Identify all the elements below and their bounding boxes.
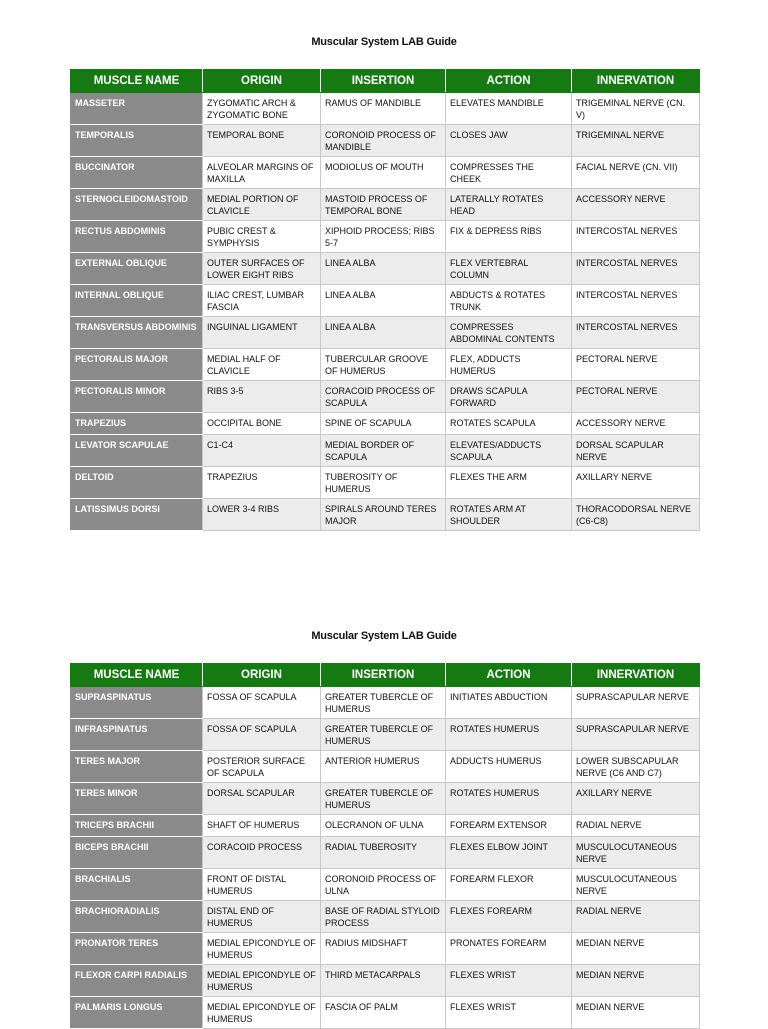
innervation-cell: INTERCOSTAL NERVES	[572, 221, 700, 253]
insertion-cell: CORONOID PROCESS OF ULNA	[321, 869, 446, 901]
innervation-cell: DORSAL SCAPULAR NERVE	[572, 435, 700, 467]
origin-cell: DISTAL END OF HUMERUS	[203, 901, 321, 933]
insertion-cell: LINEA ALBA	[321, 253, 446, 285]
table-row	[71, 869, 700, 901]
muscle-name-cell: PRONATOR TERES	[71, 933, 203, 965]
table-row	[71, 285, 700, 317]
insertion-cell: GREATER TUBERCLE OF HUMERUS	[321, 719, 446, 751]
innervation-cell: RADIAL NERVE	[572, 815, 700, 837]
table-row	[71, 837, 700, 869]
action-cell: DRAWS SCAPULA FORWARD	[446, 381, 572, 413]
table-row	[71, 751, 700, 783]
header-origin: ORIGIN	[203, 70, 321, 93]
insertion-cell: MEDIAL BORDER OF SCAPULA	[321, 435, 446, 467]
insertion-cell: OLECRANON OF ULNA	[321, 815, 446, 837]
muscle-name-cell: PALMARIS LONGUS	[71, 997, 203, 1029]
insertion-cell: TUBERCULAR GROOVE OF HUMERUS	[321, 349, 446, 381]
muscle-name-cell: MASSETER	[71, 93, 203, 125]
muscle-name-cell: LATISSIMUS DORSI	[71, 499, 203, 531]
table-row	[71, 349, 700, 381]
table-row	[71, 413, 700, 435]
innervation-cell: TRIGEMINAL NERVE	[572, 125, 700, 157]
innervation-cell: INTERCOSTAL NERVES	[572, 317, 700, 349]
innervation-cell: LOWER SUBSCAPULAR NERVE (C6 AND C7)	[572, 751, 700, 783]
innervation-cell: ACCESSORY NERVE	[572, 189, 700, 221]
table-row	[71, 221, 700, 253]
origin-cell: OUTER SURFACES OF LOWER EIGHT RIBS	[203, 253, 321, 285]
innervation-cell: MUSCULOCUTANEOUS NERVE	[572, 837, 700, 869]
action-cell: FOREARM FLEXOR	[446, 869, 572, 901]
action-cell: COMPRESSES THE CHEEK	[446, 157, 572, 189]
action-cell: FLEXES WRIST	[446, 997, 572, 1029]
origin-cell: CORACOID PROCESS	[203, 837, 321, 869]
muscle-table	[70, 69, 700, 531]
table-row	[71, 125, 700, 157]
action-cell: PRONATES FOREARM	[446, 933, 572, 965]
header-innervation: INNERVATION	[572, 70, 700, 93]
muscle-name-cell: DELTOID	[71, 467, 203, 499]
muscle-name-cell: BUCCINATOR	[71, 157, 203, 189]
table-row	[71, 687, 700, 719]
innervation-cell: INTERCOSTAL NERVES	[572, 253, 700, 285]
table-row	[71, 467, 700, 499]
page-title: Muscular System LAB Guide	[311, 36, 457, 48]
muscle-name-cell: SUPRASPINATUS	[71, 687, 203, 719]
origin-cell: PUBIC CREST & SYMPHYSIS	[203, 221, 321, 253]
origin-cell: RIBS 3-5	[203, 381, 321, 413]
insertion-cell: RAMUS OF MANDIBLE	[321, 93, 446, 125]
muscle-name-cell: INTERNAL OBLIQUE	[71, 285, 203, 317]
muscle-name-cell: TRAPEZIUS	[71, 413, 203, 435]
origin-cell: POSTERIOR SURFACE OF SCAPULA	[203, 751, 321, 783]
insertion-cell: SPINE OF SCAPULA	[321, 413, 446, 435]
origin-cell: LOWER 3-4 RIBS	[203, 499, 321, 531]
action-cell: ADDUCTS HUMERUS	[446, 751, 572, 783]
insertion-cell: BASE OF RADIAL STYLOID PROCESS	[321, 901, 446, 933]
innervation-cell: SUPRASCAPULAR NERVE	[572, 719, 700, 751]
insertion-cell: THIRD METACARPALS	[321, 965, 446, 997]
insertion-cell: RADIAL TUBEROSITY	[321, 837, 446, 869]
muscle-name-cell: EXTERNAL OBLIQUE	[71, 253, 203, 285]
table-row	[71, 253, 700, 285]
table-row	[71, 381, 700, 413]
header-insertion: INSERTION	[321, 70, 446, 93]
action-cell: ABDUCTS & ROTATES TRUNK	[446, 285, 572, 317]
origin-cell: FOSSA OF SCAPULA	[203, 719, 321, 751]
insertion-cell: ANTERIOR HUMERUS	[321, 751, 446, 783]
muscle-name-cell: BRACHIALIS	[71, 869, 203, 901]
table-row	[71, 901, 700, 933]
action-cell: ROTATES ARM AT SHOULDER	[446, 499, 572, 531]
insertion-cell: RADIUS MIDSHAFT	[321, 933, 446, 965]
innervation-cell: TRIGEMINAL NERVE (CN. V)	[572, 93, 700, 125]
action-cell: ROTATES SCAPULA	[446, 413, 572, 435]
insertion-cell: LINEA ALBA	[321, 285, 446, 317]
innervation-cell: AXILLARY NERVE	[572, 467, 700, 499]
action-cell: FOREARM EXTENSOR	[446, 815, 572, 837]
origin-cell: ALVEOLAR MARGINS OF MAXILLA	[203, 157, 321, 189]
insertion-cell: CORACOID PROCESS OF SCAPULA	[321, 381, 446, 413]
table-row	[71, 499, 700, 531]
origin-cell: OCCIPITAL BONE	[203, 413, 321, 435]
table-row	[71, 965, 700, 997]
origin-cell: DORSAL SCAPULAR	[203, 783, 321, 815]
action-cell: FLEXES WRIST	[446, 965, 572, 997]
origin-cell: FRONT OF DISTAL HUMERUS	[203, 869, 321, 901]
action-cell: FLEXES THE ARM	[446, 467, 572, 499]
header-insertion: INSERTION	[321, 664, 446, 687]
insertion-cell: CORONOID PROCESS OF MANDIBLE	[321, 125, 446, 157]
table-row	[71, 783, 700, 815]
muscle-name-cell: INFRASPINATUS	[71, 719, 203, 751]
header-origin: ORIGIN	[203, 664, 321, 687]
origin-cell: TRAPEZIUS	[203, 467, 321, 499]
action-cell: ELEVATES MANDIBLE	[446, 93, 572, 125]
action-cell: FLEX, ADDUCTS HUMERUS	[446, 349, 572, 381]
innervation-cell: MUSCULOCUTANEOUS NERVE	[572, 869, 700, 901]
action-cell: ELEVATES/ADDUCTS SCAPULA	[446, 435, 572, 467]
action-cell: COMPRESSES ABDOMINAL CONTENTS	[446, 317, 572, 349]
insertion-cell: TUBEROSITY OF HUMERUS	[321, 467, 446, 499]
innervation-cell: MEDIAN NERVE	[572, 933, 700, 965]
innervation-cell: THORACODORSAL NERVE (C6-C8)	[572, 499, 700, 531]
header-muscle-name: MUSCLE NAME	[71, 664, 203, 687]
insertion-cell: MASTOID PROCESS OF TEMPORAL BONE	[321, 189, 446, 221]
insertion-cell: FASCIA OF PALM	[321, 997, 446, 1029]
innervation-cell: AXILLARY NERVE	[572, 783, 700, 815]
action-cell: LATERALLY ROTATES HEAD	[446, 189, 572, 221]
header-muscle-name: MUSCLE NAME	[71, 70, 203, 93]
muscle-name-cell: TERES MINOR	[71, 783, 203, 815]
muscle-name-cell: RECTUS ABDOMINIS	[71, 221, 203, 253]
action-cell: FLEXES ELBOW JOINT	[446, 837, 572, 869]
muscle-name-cell: TERES MAJOR	[71, 751, 203, 783]
header-action: ACTION	[446, 70, 572, 93]
table-header-row	[71, 664, 700, 687]
action-cell: FLEX VERTEBRAL COLUMN	[446, 253, 572, 285]
muscle-name-cell: LEVATOR SCAPULAE	[71, 435, 203, 467]
table-row	[71, 317, 700, 349]
insertion-cell: XIPHOID PROCESS; RIBS 5-7	[321, 221, 446, 253]
muscle-table	[70, 663, 700, 1029]
origin-cell: SHAFT OF HUMERUS	[203, 815, 321, 837]
table-row	[71, 815, 700, 837]
action-cell: CLOSES JAW	[446, 125, 572, 157]
insertion-cell: GREATER TUBERCLE OF HUMERUS	[321, 783, 446, 815]
insertion-cell: SPIRALS AROUND TERES MAJOR	[321, 499, 446, 531]
origin-cell: MEDIAL EPICONDYLE OF HUMERUS	[203, 933, 321, 965]
header-action: ACTION	[446, 664, 572, 687]
muscle-name-cell: STERNOCLEIDOMASTOID	[71, 189, 203, 221]
innervation-cell: PECTORAL NERVE	[572, 349, 700, 381]
innervation-cell: ACCESSORY NERVE	[572, 413, 700, 435]
table-row	[71, 189, 700, 221]
insertion-cell: MODIOLUS OF MOUTH	[321, 157, 446, 189]
insertion-cell: GREATER TUBERCLE OF HUMERUS	[321, 687, 446, 719]
table-header-row	[71, 70, 700, 93]
origin-cell: C1-C4	[203, 435, 321, 467]
action-cell: FIX & DEPRESS RIBS	[446, 221, 572, 253]
muscle-name-cell: BRACHIORADIALIS	[71, 901, 203, 933]
action-cell: INITIATES ABDUCTION	[446, 687, 572, 719]
header-innervation: INNERVATION	[572, 664, 700, 687]
table-row	[71, 719, 700, 751]
muscle-name-cell: TRANSVERSUS ABDOMINIS	[71, 317, 203, 349]
innervation-cell: INTERCOSTAL NERVES	[572, 285, 700, 317]
table-row	[71, 93, 700, 125]
insertion-cell: LINEA ALBA	[321, 317, 446, 349]
action-cell: FLEXES FOREARM	[446, 901, 572, 933]
innervation-cell: PECTORAL NERVE	[572, 381, 700, 413]
origin-cell: ZYGOMATIC ARCH & ZYGOMATIC BONE	[203, 93, 321, 125]
muscle-name-cell: BICEPS BRACHII	[71, 837, 203, 869]
origin-cell: ILIAC CREST, LUMBAR FASCIA	[203, 285, 321, 317]
origin-cell: MEDIAL HALF OF CLAVICLE	[203, 349, 321, 381]
muscle-name-cell: TEMPORALIS	[71, 125, 203, 157]
page-title: Muscular System LAB Guide	[311, 630, 457, 642]
innervation-cell: MEDIAN NERVE	[572, 997, 700, 1029]
table-row	[71, 933, 700, 965]
action-cell: ROTATES HUMERUS	[446, 783, 572, 815]
innervation-cell: SUPRASCAPULAR NERVE	[572, 687, 700, 719]
origin-cell: TEMPORAL BONE	[203, 125, 321, 157]
innervation-cell: MEDIAN NERVE	[572, 965, 700, 997]
action-cell: ROTATES HUMERUS	[446, 719, 572, 751]
muscle-name-cell: FLEXOR CARPI RADIALIS	[71, 965, 203, 997]
muscle-name-cell: TRICEPS BRACHII	[71, 815, 203, 837]
origin-cell: FOSSA OF SCAPULA	[203, 687, 321, 719]
innervation-cell: RADIAL NERVE	[572, 901, 700, 933]
table-row	[71, 435, 700, 467]
origin-cell: INGUINAL LIGAMENT	[203, 317, 321, 349]
muscle-name-cell: PECTORALIS MAJOR	[71, 349, 203, 381]
origin-cell: MEDIAL EPICONDYLE OF HUMERUS	[203, 965, 321, 997]
muscle-name-cell: PECTORALIS MINOR	[71, 381, 203, 413]
origin-cell: MEDIAL EPICONDYLE OF HUMERUS	[203, 997, 321, 1029]
origin-cell: MEDIAL PORTION OF CLAVICLE	[203, 189, 321, 221]
innervation-cell: FACIAL NERVE (CN. VII)	[572, 157, 700, 189]
table-row	[71, 157, 700, 189]
